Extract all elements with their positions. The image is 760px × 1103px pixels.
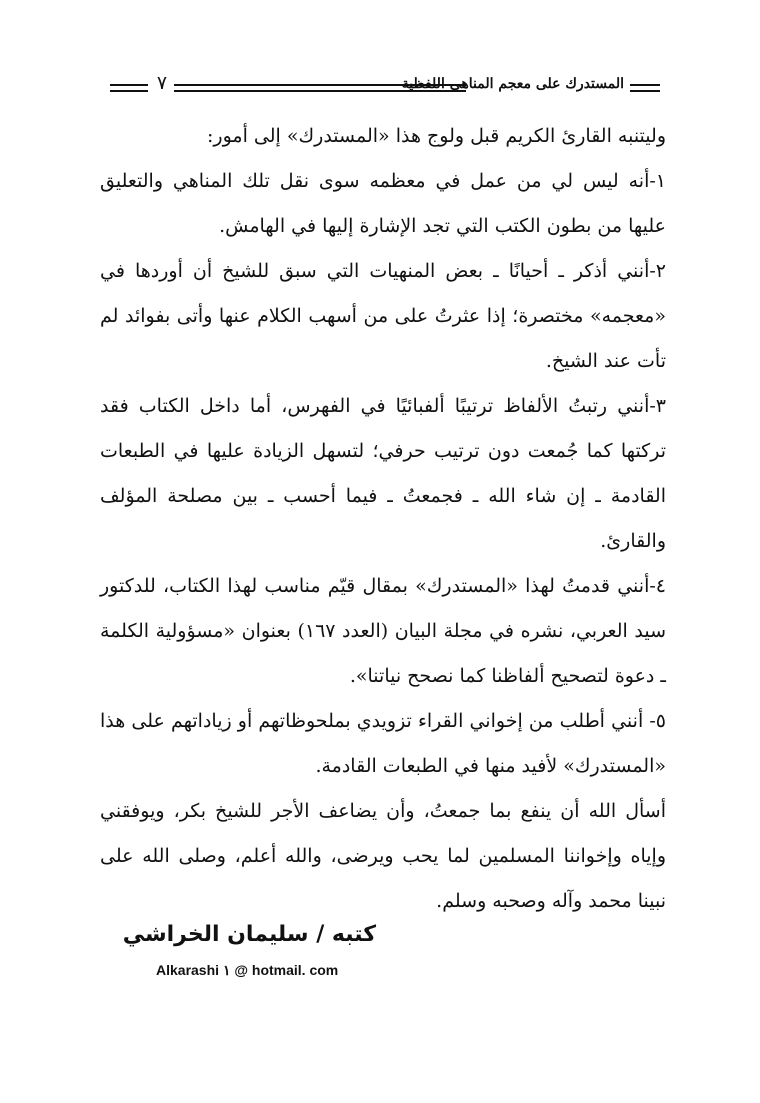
intro-paragraph: وليتنبه القارئ الكريم قبل ولوج هذا «المستدرك» إلى أمور: [207,125,666,147]
body-text [100,114,666,924]
page-number: ٧ [156,72,168,94]
author-email: Alkarashi ١ @ hotmail. com [156,962,339,978]
list-item: ٣-أنني رتبتُ الألفاظ ترتيبًا ألفبائيًا في الفهرس، أما داخل الكتاب فقد تركتها كما جُمعت دون ترتيب حرفي؛ لتسهل الزيادة عليها في الطبعات القادمة ـ إن شاء الله ـ فجمعتُ ـ فيما أحسب ـ بين مصلحة المؤلف والقارئ. [100,395,666,552]
running-header [100,72,660,102]
list-item: ١-أنه ليس لي من عمل في معظمه سوى نقل تلك المناهي والتعليق عليها من بطون الكتب التي تجد الإشارة إليها في الهامش. [100,170,666,237]
list-item: ٥- أنني أطلب من إخواني القراء تزويدي بملحوظاتهم أو زياداتهم على هذا «المستدرك» لأفيد منها في الطبعات القادمة. [100,710,666,777]
list-item: ٢-أنني أذكر ـ أحيانًا ـ بعض المنهيات التي سبق للشيخ أن أوردها في «معجمه» مختصرة؛ إذا عثرتُ على من أسهب الكلام عنها وأتى بفوائد لم تأت عند الشيخ. [100,260,666,372]
running-title: المستدرك على معجم المناهي اللفظية [401,76,624,92]
author-signature: كتبه / سليمان الخراشي [122,922,376,947]
header-rule-left [110,84,148,92]
list-item: ٤-أنني قدمتُ لهذا «المستدرك» بمقال قيّم مناسب لهذا الكتاب، للدكتور سيد العربي، نشره في مجلة البيان (العدد ١٦٧) بعنوان «مسؤولية الكلمة ـ دعوة لتصحيح ألفاظنا كما نصحح نياتنا». [100,575,666,687]
header-rule-right [630,84,660,92]
closing-paragraph: أسأل الله أن ينفع بما جمعتُ، وأن يضاعف الأجر للشيخ بكر، ويوفقني وإياه وإخواننا المسلمين لما يحب ويرضى، والله أعلم، وصلى الله على نبينا محمد وآله وصحبه وسلم. [100,800,666,912]
